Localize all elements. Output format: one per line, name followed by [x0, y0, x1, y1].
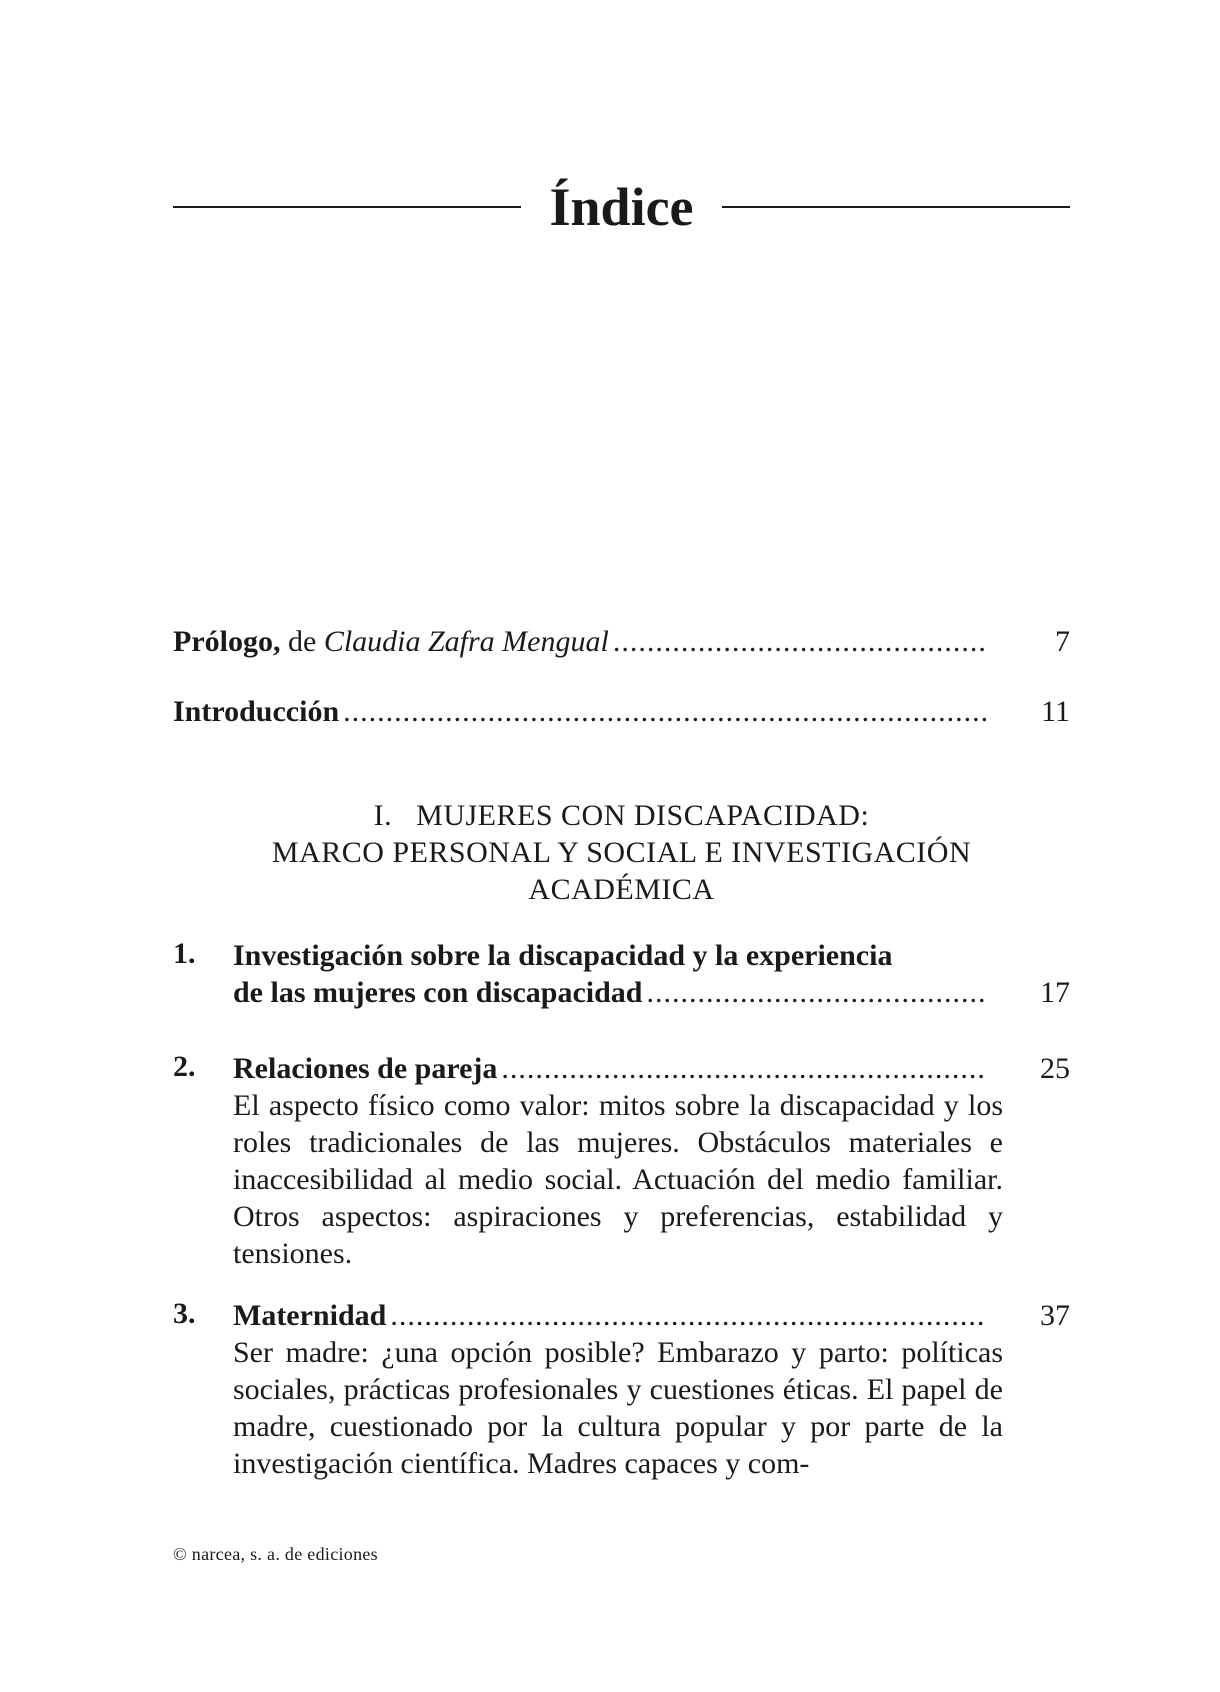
- chapter-number: 3.: [173, 1297, 196, 1330]
- leader-dots: [613, 625, 986, 659]
- leader-dots: [390, 1297, 986, 1334]
- chapter-body: [233, 1297, 1070, 1482]
- title-rule-left: [173, 206, 521, 208]
- chapter-title-line: [233, 1050, 1070, 1087]
- toc-entry-author: Claudia Zafra Mengual: [323, 625, 609, 658]
- toc-chapter-2[interactable]: [173, 1050, 1070, 1272]
- chapter-number: 1.: [173, 937, 196, 970]
- section-heading: [173, 797, 1070, 908]
- chapter-body: [233, 1050, 1070, 1272]
- section-heading-line: I. MUJERES CON DISCAPACIDAD:: [373, 799, 870, 832]
- chapter-number: 2.: [173, 1050, 196, 1083]
- chapter-title: Investigación sobre la discapacidad y la experiencia: [233, 939, 893, 972]
- leader-dots: [501, 1050, 986, 1087]
- chapter-title-line: [233, 937, 1070, 974]
- chapter-title-line: [233, 1297, 1070, 1334]
- leader-dots: [343, 695, 986, 729]
- chapter-title-line: [233, 974, 1070, 1011]
- toc-entry-label: Prólogo,: [173, 625, 281, 658]
- toc-entry-label: Introducción: [173, 695, 340, 728]
- section-heading-line: MARCO PERSONAL Y SOCIAL E INVESTIGACIÓN: [271, 836, 972, 869]
- chapter-title: Relaciones de pareja: [233, 1052, 498, 1085]
- toc-chapter-1[interactable]: [173, 937, 1070, 1011]
- toc-entry-introduccion[interactable]: [173, 695, 1070, 729]
- leader-dots: [646, 974, 986, 1011]
- chapter-page: 17: [1040, 976, 1070, 1009]
- chapter-description: Ser madre: ¿una opción posible? Embarazo y parto: políticas sociales, prácticas profesionales y cuestiones éticas. El papel de madre, cuestionado por la cultura popular y por parte de la investigación científica. Madres capaces y com-: [233, 1336, 1003, 1480]
- toc-entry-prologo[interactable]: [173, 625, 1070, 659]
- section-heading-line: ACADÉMICA: [528, 873, 715, 906]
- chapter-page: 37: [1040, 1299, 1070, 1332]
- chapter-body: [233, 937, 1070, 1011]
- toc-entry-connector: de: [287, 625, 317, 658]
- chapter-page: 25: [1040, 1052, 1070, 1085]
- toc-chapter-3[interactable]: [173, 1297, 1070, 1482]
- title-row: [173, 177, 1070, 237]
- toc-entry-page: 11: [1041, 695, 1070, 728]
- page-title: Índice: [549, 177, 694, 237]
- toc-entry-lead: [173, 625, 609, 659]
- copyright-footer: © narcea, s. a. de ediciones: [173, 1544, 378, 1564]
- chapter-description: El aspecto físico como valor: mitos sobre la discapacidad y los roles tradicionales de las mujeres. Obstáculos materiales e inaccesibilidad al medio social. Actuación del medio familiar. Otros aspectos: aspiraciones y preferencias, estabilidad y tensiones.: [233, 1089, 1003, 1270]
- toc-entry-page: 7: [1055, 625, 1070, 658]
- title-rule-right: [722, 206, 1070, 208]
- chapter-title: de las mujeres con discapacidad: [233, 976, 643, 1009]
- chapter-title: Maternidad: [233, 1299, 387, 1332]
